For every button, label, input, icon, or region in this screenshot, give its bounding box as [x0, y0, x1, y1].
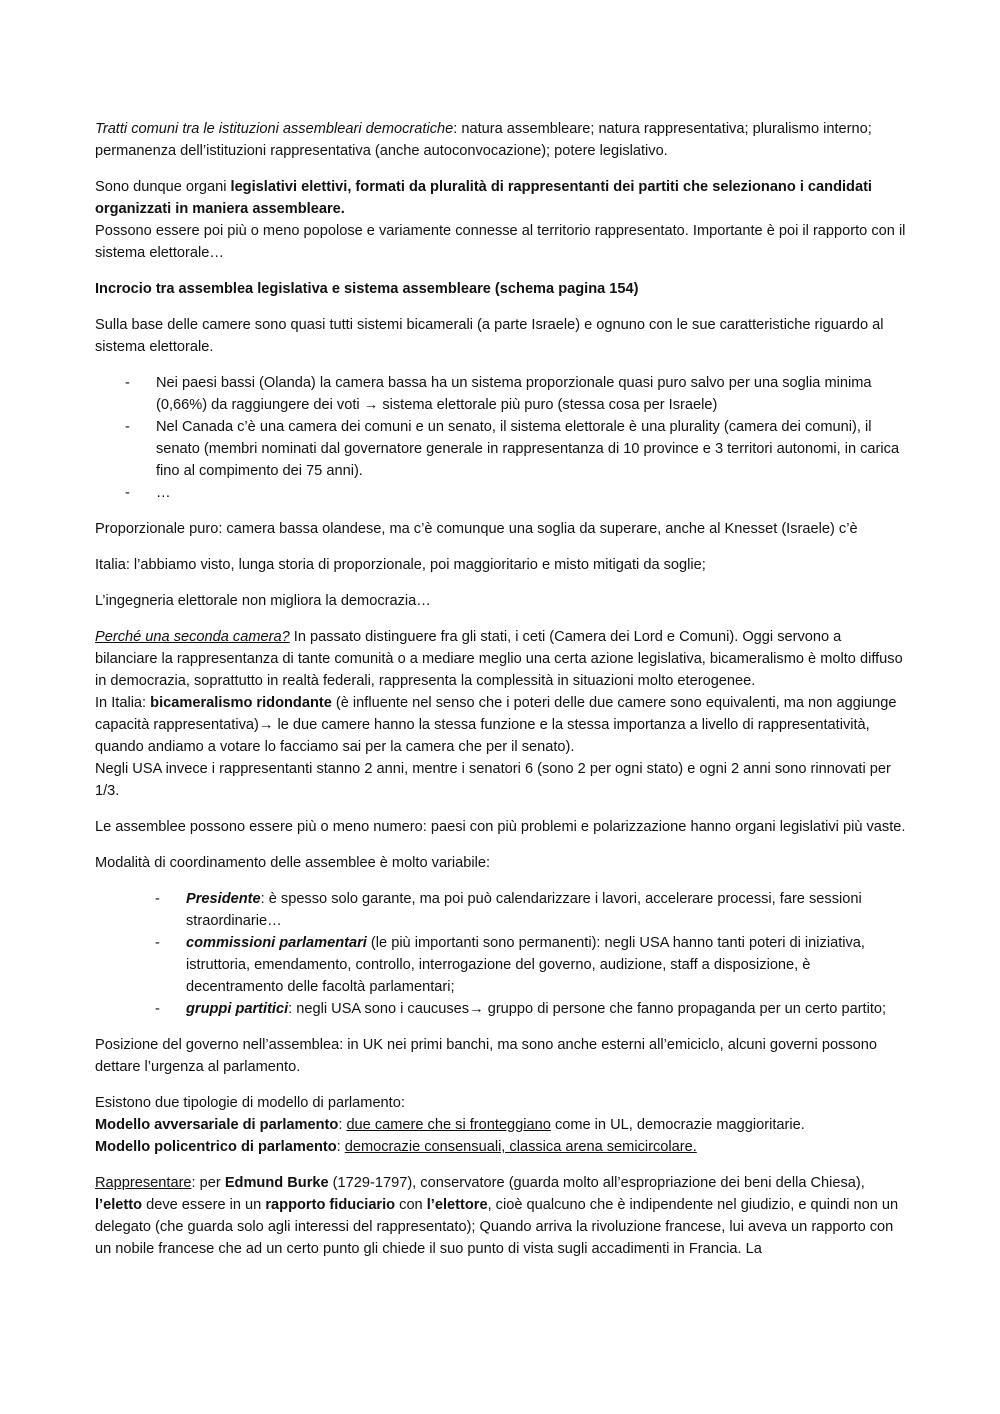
- text: (le più importanti sono permanenti): negli USA hanno tanti poteri di iniziativa, istruttoria, emendamento, controllo, interrogazione del governo, audizione, staff a disposizione, è decentramento delle facoltà parlamentari;: [186, 935, 865, 995]
- text: …: [156, 485, 171, 501]
- bold-italic-phrase: commissioni parlamentari: [186, 935, 367, 951]
- text: Negli USA invece i rappresentanti stanno 2 anni, mentre i senatori 6 (sono 2 per ogni stato) e ogni 2 anni sono rinnovati per 1/3.: [95, 761, 891, 799]
- bold-phrase: Edmund Burke: [224, 1175, 329, 1191]
- list-item: [95, 998, 906, 1020]
- paragraph-italy: Italia: l’abbiamo visto, lunga storia di proporzionale, poi maggioritario e misto mitigati da soglie;: [95, 557, 706, 573]
- text: :: [336, 1139, 345, 1155]
- dash-bullet: -: [125, 419, 130, 435]
- arrow-icon: →: [363, 397, 379, 413]
- text: Esistono due tipologie di modello di parlamento:: [95, 1095, 405, 1111]
- section-heading: Incrocio tra assemblea legislativa e sistema assembleare (schema pagina 154): [95, 281, 639, 297]
- paragraph-proportional: Proporzionale puro: camera bassa olandese, ma c’è comunque una soglia da superare, anche al Knesset (Israele) c’è: [95, 521, 858, 537]
- question-phrase: Perché una seconda camera?: [95, 629, 290, 645]
- text: (1729-1797), conservatore (guarda molto all’espropriazione dei beni della Chiesa),: [328, 1175, 865, 1191]
- text: : negli USA sono i caucuses: [288, 1001, 470, 1017]
- paragraph-organs: [95, 176, 906, 264]
- bold-phrase: legislativi elettivi, formati da pluralità di rappresentanti dei partiti che selezionano i candidati organizzati in maniera assembleare.: [95, 179, 872, 217]
- text: Sono dunque organi: [95, 179, 231, 195]
- paragraph-bicameral: Sulla base delle camere sono quasi tutti sistemi bicamerali (a parte Israele) e ognuno con le sue caratteristiche riguardo al sistema elettorale.: [95, 317, 884, 355]
- text: come in UL, democrazie maggioritarie.: [550, 1117, 805, 1133]
- paragraph-coordination: Modalità di coordinamento delle assemblee è molto variabile:: [95, 855, 491, 871]
- list-item: [95, 416, 906, 482]
- paragraph-engineering: L’ingegneria elettorale non migliora la democrazia…: [95, 593, 431, 609]
- arrow-icon: →: [258, 717, 274, 733]
- text: : natura assembleare; natura rappresentativa; pluralismo interno; permanenza dell’istituzioni rappresentativa (anche autoconvocazione); potere legislativo.: [95, 121, 872, 159]
- text: Nel Canada c’è una camera dei comuni e un senato, il sistema elettorale è una plurality (camera dei comuni), il senato (membri nominati dal governatore generale in rappresentanza di 10 province e 3 territori autonomi, in carica fino al compimento dei 75 anni).: [156, 419, 900, 479]
- bold-phrase: l’eletto: [95, 1197, 143, 1213]
- text: deve essere in un: [142, 1197, 266, 1213]
- text: Nei paesi bassi (Olanda) la camera bassa ha un sistema proporzionale quasi puro salvo per una soglia minima (0,66%) da raggiungere dei voti: [156, 375, 872, 413]
- bold-phrase: bicameralismo ridondante: [150, 695, 332, 711]
- list-item: [95, 932, 906, 998]
- bold-phrase: Modello avversariale di parlamento: [95, 1117, 339, 1133]
- bold-phrase: rapporto fiduciario: [265, 1197, 396, 1213]
- arrow-icon: →: [469, 1001, 484, 1017]
- text: :: [338, 1117, 347, 1133]
- paragraph-second-chamber: [95, 626, 906, 802]
- paragraph-parliament-models: [95, 1092, 906, 1158]
- text: : è spesso solo garante, ma poi può calendarizzare i lavori, accelerare processi, fare sessioni straordinarie…: [186, 891, 862, 929]
- bullet-list-electoral: [95, 372, 906, 504]
- list-item: [95, 482, 906, 504]
- paragraph-represent: [95, 1172, 906, 1260]
- underlined-phrase: Rappresentare: [95, 1175, 192, 1191]
- italic-phrase: Tratti comuni tra le istituzioni assembleari democratiche: [95, 121, 454, 137]
- bold-phrase: l’elettore: [426, 1197, 488, 1213]
- dash-bullet: -: [125, 375, 130, 391]
- dash-bullet: -: [155, 1001, 160, 1017]
- paragraph-government-position: Posizione del governo nell’assemblea: in UK nei primi banchi, ma sono anche esterni all’emiciclo, alcuni governi possono dettare l’urgenza al parlamento.: [95, 1037, 877, 1075]
- bullet-list-coordination: [95, 888, 906, 1020]
- bold-phrase: Modello policentrico di parlamento: [95, 1139, 337, 1155]
- paragraph-assembly-size: Le assemblee possono essere più o meno numero: paesi con più problemi e polarizzazione hanno organi legislativi più vaste.: [95, 819, 906, 835]
- bold-italic-phrase: Presidente: [186, 891, 261, 907]
- text: (è influente nel senso che i poteri delle due camere sono equivalenti, ma non aggiunge capacità rappresentativa): [95, 695, 897, 733]
- underlined-phrase: due camere che si fronteggiano: [346, 1117, 551, 1133]
- text: In passato distinguere fra gli stati, i ceti (Camera dei Lord e Comuni). Oggi servono a bilanciare la rappresentanza di tante comunità o a mediare meglio una certa azione legislativa, bicameralismo è molto diffuso in democrazia, soprattutto in realtà federali, rappresenta la complessità in situazioni molto eterogenee.: [95, 629, 903, 689]
- text: In Italia:: [95, 695, 151, 711]
- text: Possono essere poi più o meno popolose e variamente connesse al territorio rappresentato. Importante è poi il rapporto con il sistema elettorale…: [95, 223, 906, 261]
- text: , cioè qualcuno che è indipendente nel giudizio, e quindi non un delegato (che guarda solo agli interessi del rappresentato); Quando arriva la rivoluzione francese, lui aveva un rapporto con un nobile francese che ad un certo punto gli chiede il suo punto di vista sugli accadimenti in Francia. La: [95, 1197, 899, 1257]
- dash-bullet: -: [155, 935, 160, 951]
- paragraph-common-traits: [95, 118, 906, 162]
- text: le due camere hanno la stessa funzione e la stessa importanza a livello di rappresentatività, quando andiamo a votare lo facciamo sai per la camera che per il senato).: [95, 717, 870, 755]
- underlined-phrase: democrazie consensuali, classica arena semicircolare.: [344, 1139, 697, 1155]
- bold-italic-phrase: gruppi partitici: [186, 1001, 289, 1017]
- text: sistema elettorale più puro (stessa cosa per Israele): [378, 397, 718, 413]
- text: con: [395, 1197, 427, 1213]
- list-item: [95, 372, 906, 416]
- dash-bullet: -: [125, 485, 130, 501]
- list-item: [95, 888, 906, 932]
- text: gruppo di persone che fanno propaganda per un certo partito;: [483, 1001, 887, 1017]
- dash-bullet: -: [155, 891, 160, 907]
- text: : per: [191, 1175, 225, 1191]
